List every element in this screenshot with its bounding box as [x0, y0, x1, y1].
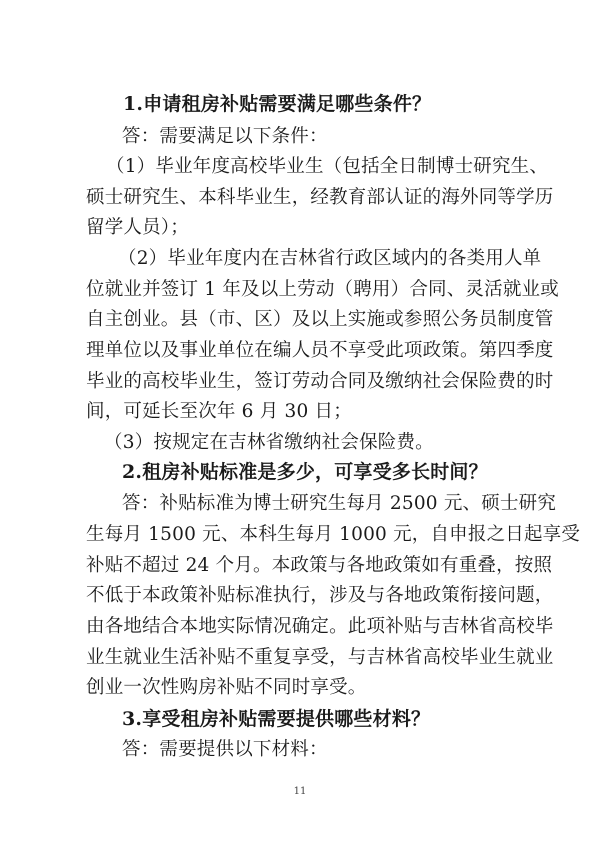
paragraph-line: 创业一次性购房补贴不同时享受。 [86, 677, 367, 698]
paragraph-line: （1）毕业年度高校毕业生（包括全日制博士研究生、 [106, 156, 549, 177]
paragraph-line: 业生就业生活补贴不重复享受，与吉林省高校毕业生就业 [86, 647, 554, 668]
section-1-answer-intro: 答：需要满足以下条件： [122, 126, 328, 147]
paragraph-line: （2）毕业年度内在吉林省行政区域内的各类用人单 [118, 248, 542, 269]
paragraph-line: 留学人员）； [86, 217, 189, 238]
section-1-heading: 1.申请租房补贴需要满足哪些条件？ [123, 93, 432, 115]
paragraph-line: 理单位以及事业单位在编人员不享受此项政策。第四季度 [86, 340, 554, 361]
paragraph-line: 硕士研究生、本科毕业生，经教育部认证的海外同等学历 [86, 187, 554, 208]
paragraph-line: 位就业并签订 1 年及以上劳动（聘用）合同、灵活就业或 [86, 279, 559, 300]
paragraph-line: 补贴不超过 24 个月。本政策与各地政策如有重叠，按照 [86, 555, 553, 576]
paragraph-line: 由各地结合本地实际情况确定。此项补贴与吉林省高校毕 [86, 616, 554, 637]
paragraph-line: 自主创业。县（市、区）及以上实施或参照公务员制度管 [86, 309, 554, 330]
page-number: 11 [293, 786, 307, 797]
paragraph-line: 不低于本政策补贴标准执行，涉及与各地政策衔接问题， [86, 585, 554, 606]
section-3-heading: 3.享受租房补贴需要提供哪些材料？ [122, 708, 431, 730]
paragraph-line: 答：补贴标准为博士研究生每月 2500 元、硕士研究 [122, 493, 557, 514]
paragraph-line: 间，可延长至次年 6 月 30 日； [86, 401, 352, 422]
paragraph-line: 生每月 1500 元、本科生每月 1000 元，自申报之日起享受 [86, 524, 581, 545]
section-2-heading: 2.租房补贴标准是多少，可享受多长时间？ [122, 461, 488, 483]
paragraph-line: 毕业的高校毕业生，签订劳动合同及缴纳社会保险费的时 [86, 371, 554, 392]
paragraph-line: 答：需要提供以下材料： [122, 739, 328, 760]
paragraph-line: （3）按规定在吉林省缴纳社会保险费。 [104, 432, 434, 453]
